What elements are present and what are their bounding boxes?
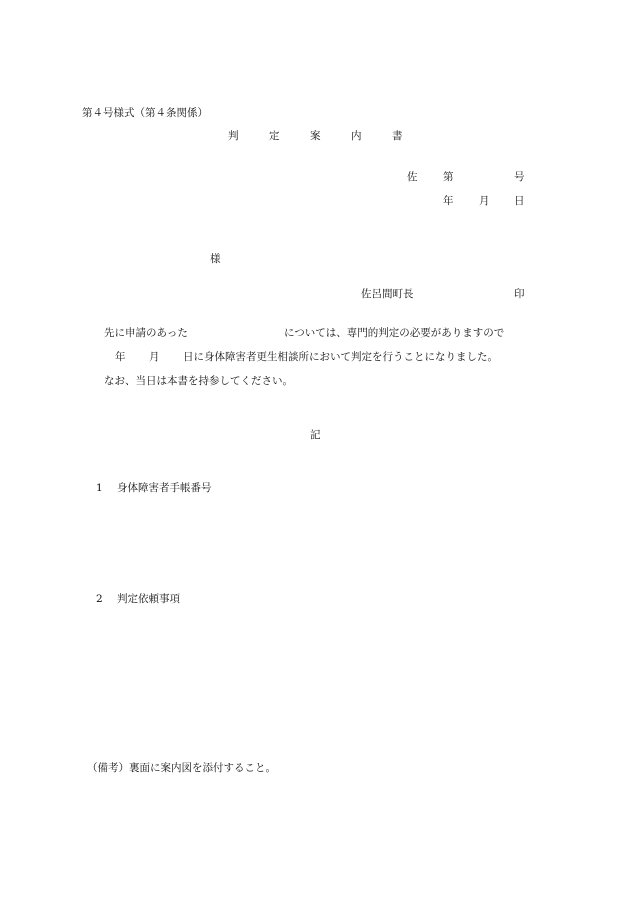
- body-line2-month: 月: [149, 351, 160, 363]
- doc-number-prefix: 佐: [407, 171, 418, 183]
- date-day: 日: [514, 195, 525, 207]
- body-line1-b: については、専門的判定の必要がありますので: [284, 327, 505, 339]
- body-line2-year: 年: [115, 351, 126, 363]
- item-label: 判定依頼事項: [117, 593, 180, 605]
- title-char: 書: [392, 130, 403, 142]
- issuer-seal: 印: [514, 288, 525, 300]
- item-number: 2: [96, 593, 103, 605]
- date-year: 年: [443, 195, 454, 207]
- title-char: 判: [228, 130, 239, 142]
- body-line1-a: 先に申請のあった: [104, 327, 188, 339]
- form-label: 第４号様式（第４条関係）: [82, 107, 208, 119]
- remarks: （備考）裏面に案内図を添付すること。: [87, 762, 276, 774]
- issuer-name: 佐呂間町長: [361, 288, 414, 300]
- item-label: 身体障害者手帳番号: [117, 482, 212, 494]
- item-number: 1: [96, 482, 103, 494]
- title-char: 内: [351, 130, 362, 142]
- body-line2-rest: 日に身体障害者更生相談所において判定を行うことになりました。: [183, 351, 498, 363]
- doc-number-dai: 第: [443, 171, 454, 183]
- addressee-suffix: 様: [210, 253, 221, 265]
- doc-number-go: 号: [514, 171, 525, 183]
- ki-heading: 記: [310, 429, 321, 441]
- date-month: 月: [479, 195, 490, 207]
- title-char: 定: [269, 130, 280, 142]
- title-char: 案: [310, 130, 321, 142]
- body-line3: なお、当日は本書を持参してください。: [104, 375, 293, 387]
